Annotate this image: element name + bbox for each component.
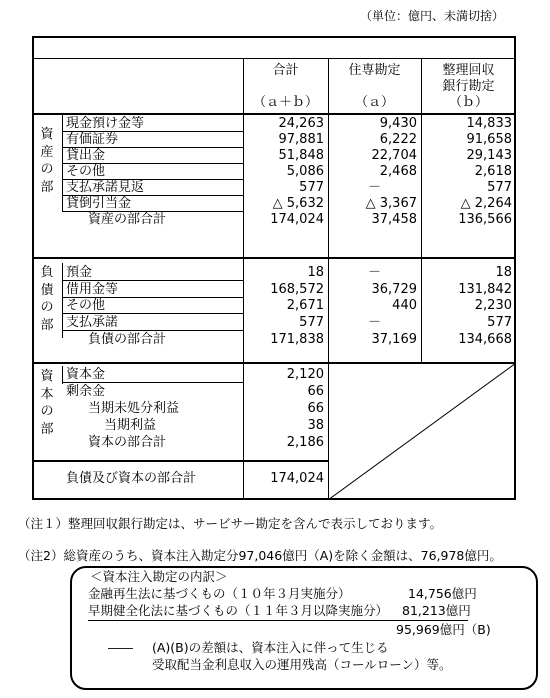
table-cell-b: 14,833 [466,116,512,131]
table-cell-a: 6,222 [379,132,417,147]
liabilities-subtotal-total: 171,838 [270,332,324,347]
box-item2-value: 81,213億円 [402,603,471,618]
table-cell-total: 577 [299,180,324,195]
table-cell-b: 29,143 [466,148,512,163]
table-cell-total: 18 [307,265,324,280]
table-cell-total: 168,572 [270,282,324,297]
table-cell-total: 577 [299,315,324,330]
sum-rule [88,620,468,621]
box-title: ＜資本注入勘定の内訳＞ [90,569,228,584]
table-row-label: 支払承諾見返 [66,180,145,195]
table-cell-total: 2,671 [286,298,324,313]
table-cell-b: 577 [487,180,512,195]
note-2: （注2）総資産のうち、資本注入勘定分97,046億円（A)を除く金額は、76,978億円。 [18,548,502,563]
table-row-label: 有価証券 [66,132,119,147]
liabilities-subtotal-b: 134,668 [458,332,512,347]
table-cell-total: 24,263 [278,116,324,131]
table-cell-b: 577 [487,315,512,330]
note-1: （注１）整理回収銀行勘定は、サービサー勘定を含んで表示しております。 [18,516,443,531]
box-dash: ―― [108,640,133,655]
table-cell-b: 2,618 [474,164,512,179]
table-cell-a: － [367,265,381,280]
assets-subtotal-b: 136,566 [458,212,512,227]
header-resolution-line1: 整理回収 [442,63,495,78]
table-row-label: 当期未処分利益 [88,401,180,416]
table-row-label: 資本金 [66,367,106,382]
table-cell-a: 9,430 [379,116,417,131]
box-sum-value: 95,969億円（B) [396,622,491,637]
table-cell-b: 18 [495,265,512,280]
table-cell-total: 38 [307,418,324,433]
grand-total-label: 負債及び資本の部合計 [66,471,197,486]
header-special: 住専勘定 [348,63,401,78]
liabilities-section-label: 負 債 の 部 [40,265,54,333]
capital-subtotal-total: 2,186 [286,435,324,450]
grand-total-value: 174,024 [270,471,324,486]
table-row-label: その他 [66,164,106,179]
table-cell-b: △ 2,264 [460,196,512,211]
table-cell-a: 440 [392,298,417,313]
header-resolution-line2: 銀行勘定 [442,79,495,94]
box-diff-line2: 受取配当金利息収入の運用残高（コールローン）等。 [152,657,452,672]
table-cell-total: 66 [307,401,324,416]
capital-subtotal-label: 資本の部合計 [88,435,167,450]
assets-section-label: 資 産 の 部 [40,127,54,195]
table-cell-total: △ 5,632 [272,196,324,211]
table-cell-a: 36,729 [371,282,417,297]
empty-cell-diagonal [328,363,516,500]
assets-subtotal-total: 174,024 [270,212,324,227]
box-diff-line1: (A)(B)の差額は、資本注入に伴って生じる [152,640,389,655]
table-row-label: 借用金等 [66,282,119,297]
table-cell-total: 5,086 [286,164,324,179]
table-row-label: 貸倒引当金 [66,196,132,211]
unit-note: （単位：億円、未満切捨） [360,9,505,23]
liabilities-subtotal-label: 負債の部合計 [88,332,167,347]
table-cell-a: 22,704 [371,148,417,163]
box-item1-label: 金融再生法に基づくもの（１０年３月実施分） [88,586,351,601]
assets-subtotal-a: 37,458 [371,212,417,227]
table-cell-b: 91,658 [466,132,512,147]
table-cell-total: 2,120 [286,367,324,382]
table-cell-a: 2,468 [379,164,417,179]
table-cell-a: － [367,315,381,330]
table-cell-total: 51,848 [278,148,324,163]
table-cell-total: 66 [307,384,324,399]
table-cell-b: 2,230 [474,298,512,313]
table-cell-a: △ 3,367 [365,196,417,211]
table-row-label: 当期利益 [104,418,157,433]
table-row-label: その他 [66,298,106,313]
table-cell-a: － [367,180,381,195]
table-row-label: 預金 [66,265,93,280]
table-cell-b: 131,842 [458,282,512,297]
header-resolution-sub: （ｂ） [448,95,488,110]
box-item1-value: 14,756億円 [408,586,477,601]
header-total-sub: （ａ＋ｂ） [252,95,318,110]
header-total: 合計 [272,63,299,78]
capital-section-label: 資 本 の 部 [40,369,54,437]
assets-subtotal-label: 資産の部合計 [88,212,167,227]
box-item2-label: 早期健全化法に基づくもの（１１年３月以降実施分） [88,603,389,618]
table-row-label: 貸出金 [66,148,106,163]
table-row-label: 現金預け金等 [66,116,145,131]
header-special-sub: （ａ） [354,95,394,110]
liabilities-subtotal-a: 37,169 [371,332,417,347]
table-cell-total: 97,881 [278,132,324,147]
table-row-label: 支払承諾 [66,315,119,330]
table-row-label: 剰余金 [66,384,106,399]
